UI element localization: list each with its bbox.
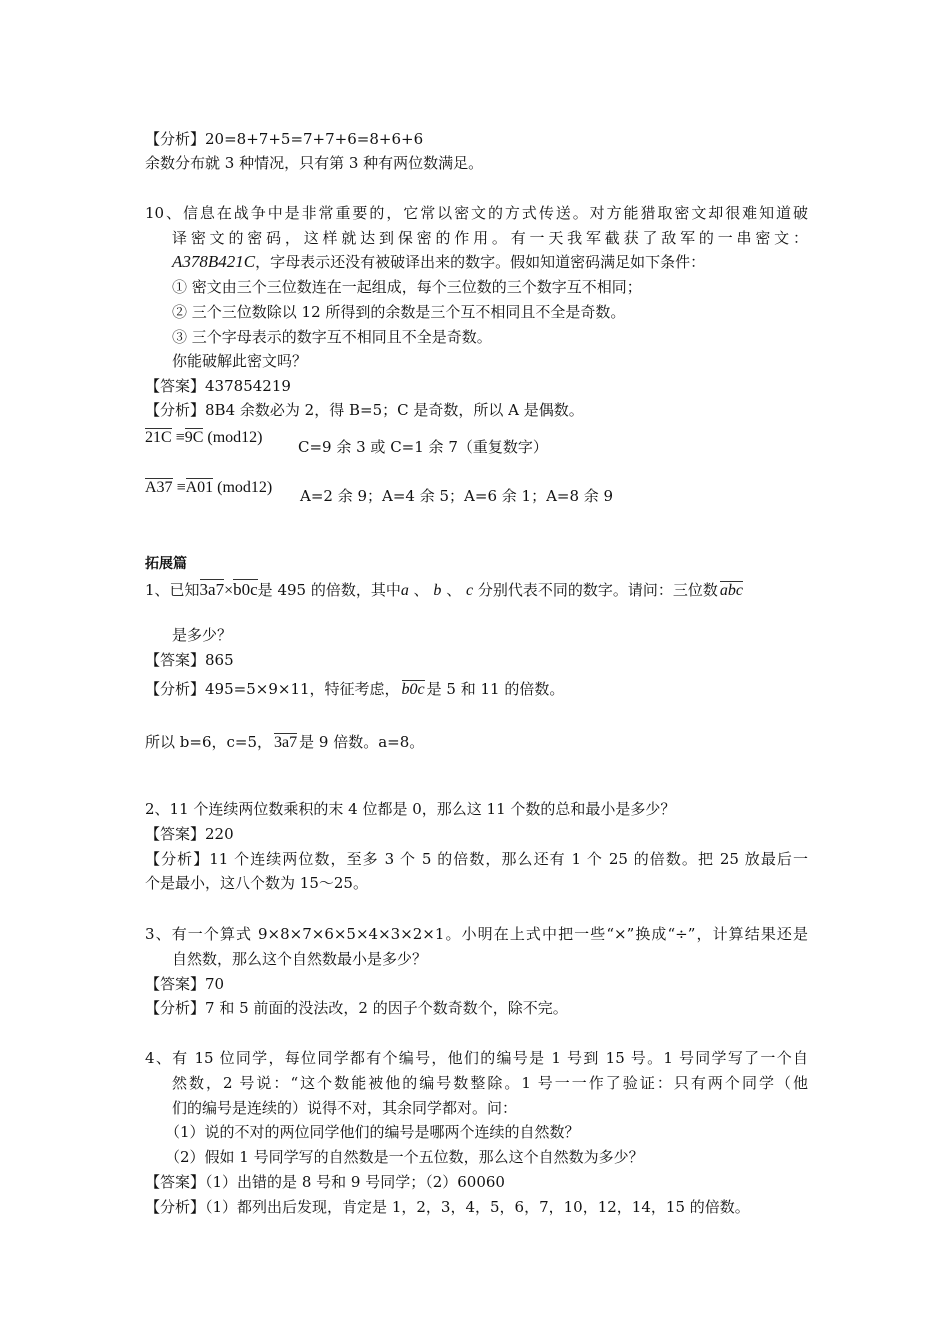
analysis-text: 11 个连续两位数，至多 3 个 5 的倍数，那么还有 1 个 25 的倍数。把 25 放最后一 (209, 850, 808, 868)
e2-question: 2、11 个连续两位数乘积的末 4 位都是 0，那么这 11 个数的总和最小是多少？ (145, 800, 676, 818)
answer-text: 437854219 (205, 377, 291, 395)
q10-condition-3: ③ 三个字母表示的数字互不相同且不全是奇数。 (172, 328, 492, 346)
analysis-text: 8B4 余数必为 2，得 B=5；C 是奇数，所以 A 是偶数。 (205, 401, 584, 419)
q10-line-2: 译密文的密码，这样就达到保密的作用。有一天我军截获了敌军的一串密文： (172, 229, 808, 247)
congruence-right: 9C (184, 429, 204, 446)
q10-answer (145, 376, 291, 396)
sep: 、 (446, 581, 462, 599)
answer-tag: 【答案】 (145, 651, 206, 669)
analysis-text: 495=5×9×11，特征考虑， (205, 680, 400, 698)
e3-question-1: 3、有一个算式 9×8×7×6×5×4×3×2×1。小明在上式中把一些“×”换成“÷”，计算结果还是 (145, 925, 808, 943)
number-abc: abc (719, 582, 744, 599)
expr-3a7: 3a7 (199, 580, 225, 599)
e2-analysis-1 (145, 849, 808, 869)
e4-answer (145, 1172, 505, 1192)
var-a: a (400, 582, 409, 599)
number-3a7: 3a7 (274, 734, 298, 751)
congruence-1: 21C ≡9C (mod12) (145, 429, 263, 446)
number-b0c: b0c (401, 681, 425, 698)
congruence-mod: (mod12) (207, 429, 263, 446)
e4-question-1: 4、有 15 位同学，每位同学都有个编号，他们的编号是 1 号到 15 号。1 号同学写了一个自 (145, 1049, 808, 1067)
answer-text: 865 (205, 651, 234, 669)
analysis-text: 7 和 5 前面的没法改，2 的因子个数奇数个，除不完。 (205, 999, 568, 1017)
q10-line-3 (172, 252, 705, 272)
congruence-1-result: C=9 余 3 或 C=1 余 7（重复数字） (298, 438, 548, 456)
congruence-mod: (mod12) (217, 479, 273, 496)
expr-b0c: b0c (233, 580, 258, 599)
e1-tail: 分别代表不同的数字。请问：三位数 (477, 581, 718, 599)
e4-question-3: 们的编号是连续的）说得不对，其余同学都对。问： (172, 1099, 518, 1117)
e4-sub-question-1: （1）说的不对的两位同学他们的编号是哪两个连续的自然数？ (165, 1123, 580, 1141)
e1-question-line-1 (145, 580, 743, 601)
e2-analysis-2: 个是最小，这八个数为 15～25。 (145, 874, 368, 892)
analysis-text-tail: 是 9 倍数。a=8。 (299, 733, 425, 751)
e4-analysis (145, 1197, 750, 1217)
congruence-right: A01 (185, 479, 214, 496)
top-remainder-note: 余数分布就 3 种情况，只有第 3 种有两位数满足。 (145, 154, 484, 172)
answer-tag: 【答案】 (145, 825, 206, 843)
sep: 、 (413, 581, 429, 599)
q10-question: 你能破解此密文吗？ (172, 352, 308, 370)
q10-line-3-tail: ，字母表示还没有被破译出来的数字。假如知道密码满足如下条件： (255, 253, 706, 271)
analysis-tag: 【分析】 (145, 401, 206, 419)
q10-line-1: 10、信息在战争中是非常重要的，它常以密文的方式传送。对方能猎取密文却很难知道破 (145, 204, 808, 222)
e3-question-2: 自然数，那么这个自然数最小是多少？ (172, 950, 428, 968)
e1-question-line-2: 是多少？ (172, 626, 233, 644)
answer-tag: 【答案】 (145, 377, 206, 395)
e3-answer (145, 974, 224, 994)
congruence-2-result: A=2 余 9；A=4 余 5；A=6 余 1；A=8 余 9 (300, 487, 614, 505)
e1-analysis-2 (145, 732, 424, 753)
var-b: b (433, 582, 442, 599)
answer-text: 70 (205, 975, 225, 993)
analysis-text-tail: 是 5 和 11 的倍数。 (426, 680, 565, 698)
e2-answer (145, 824, 234, 844)
analysis-text: （1）都列出后发现，肯定是 1，2，3，4，5，6，7，10，12，14，15 的倍数。 (205, 1198, 750, 1216)
congruence-2: A37 ≡A01 (mod12) (145, 479, 273, 496)
e4-sub-question-2: （2）假如 1 号同学写的自然数是一个五位数，那么这个自然数为多少？ (165, 1148, 644, 1166)
congruence-left: 21C (145, 429, 172, 446)
analysis-tag: 【分析】 (145, 1198, 206, 1216)
analysis-tag: 【分析】 (145, 999, 206, 1017)
answer-tag: 【答案】 (145, 975, 206, 993)
analysis-text: 20=8+7+5=7+7+6=8+6+6 (205, 130, 424, 148)
e1-answer (145, 650, 234, 670)
answer-text: 220 (205, 825, 234, 843)
times-sign: × (224, 582, 234, 599)
cipher-text: A378B421C (172, 252, 256, 271)
e1-analysis-1 (145, 679, 564, 700)
q10-condition-1: ① 密文由三个三位数连在一起组成，每个三位数的三个数字互不相同； (172, 278, 642, 296)
e4-question-2: 然数，2 号说：“这个数能被他的编号数整除。1 号一一作了验证：只有两个同学（他 (172, 1074, 808, 1092)
analysis-tag: 【分析】 (145, 680, 206, 698)
analysis-tag: 【分析】 (145, 850, 210, 868)
q10-analysis (145, 400, 584, 420)
top-analysis (145, 129, 423, 149)
analysis-text: 所以 b=6，c=5， (145, 733, 272, 751)
var-c: c (466, 582, 474, 599)
e3-analysis (145, 998, 568, 1018)
analysis-tag: 【分析】 (145, 130, 206, 148)
section-title: 拓展篇 (145, 556, 187, 572)
answer-tag: 【答案】 (145, 1173, 206, 1191)
answer-text: （1）出错的是 8 号和 9 号同学；（2）60060 (205, 1173, 505, 1191)
e1-mid: 是 495 的倍数，其中 (257, 581, 401, 599)
e1-prefix: 1、已知 (145, 581, 200, 599)
congruence-left: A37 (145, 479, 173, 496)
q10-condition-2: ② 三个三位数除以 12 所得到的余数是三个互不相同且不全是奇数。 (172, 303, 626, 321)
